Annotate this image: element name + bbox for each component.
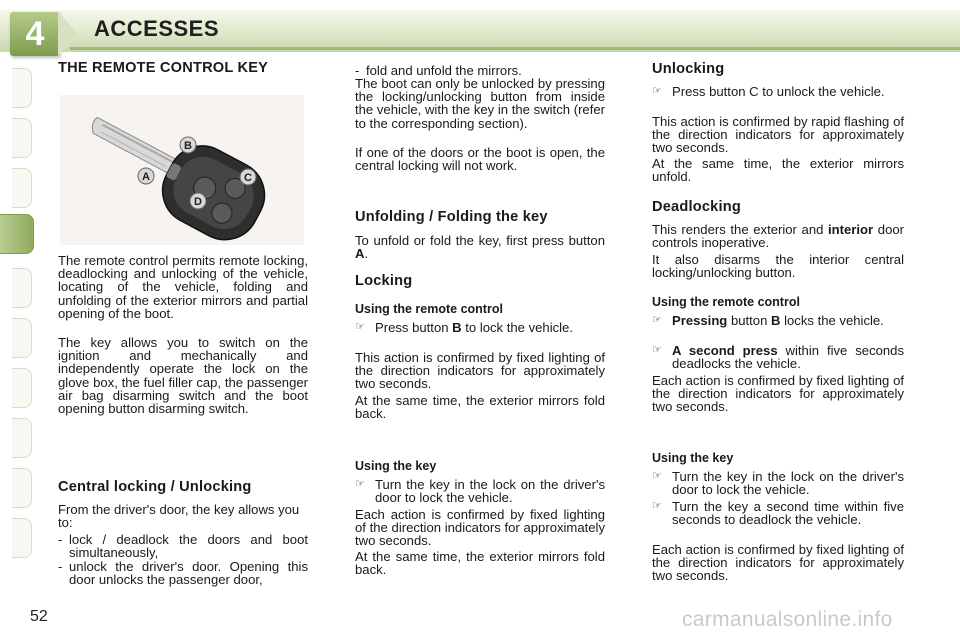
side-tab-8[interactable]	[12, 418, 32, 458]
deadlocking-disarm: It also disarms the interior central locking/unlocking button.	[652, 252, 904, 281]
figure-label-a: A	[142, 171, 150, 183]
side-tab-4-active[interactable]	[0, 214, 34, 254]
locking-mirrors-text: At the same time, the exterior mirrors fold back.	[355, 393, 605, 422]
figure-label-d: D	[194, 196, 202, 208]
locking-key-confirm: Each action is confirmed by fixed lighting of the direction indicators for approximately two seconds.	[355, 507, 605, 549]
chapter-number-tab	[10, 12, 60, 56]
central-locking-item-3: - fold and unfold the mirrors.	[355, 63, 522, 78]
pointing-finger-icon: ☞	[355, 478, 365, 490]
pointing-finger-icon: ☞	[652, 314, 662, 326]
dash-mark: -	[355, 63, 360, 78]
central-locking-title: Central locking / Unlocking	[58, 479, 252, 495]
locking-confirm-text: This action is confirmed by fixed lighting of the direction indicators for approximately two seconds.	[355, 350, 605, 392]
dash-mark: -	[58, 559, 63, 574]
deadlocking-key-confirm: Each action is confirmed by fixed lighting of the direction indicators for approximately two seconds.	[652, 542, 904, 584]
pointing-finger-icon: ☞	[355, 321, 365, 333]
chapter-side-tabs	[0, 62, 34, 582]
door-open-note: If one of the doors or the boot is open, the central locking will not work.	[355, 145, 605, 174]
deadlocking-title: Deadlocking	[652, 199, 741, 215]
locking-remote-subtitle: Using the remote control	[355, 302, 503, 316]
locking-key-step: ☞ Turn the key in the lock on the driver's door to lock the vehicle.	[355, 477, 605, 506]
locking-key-subtitle: Using the key	[355, 459, 437, 473]
side-tab-3[interactable]	[12, 168, 32, 208]
central-locking-item-1: - lock / deadlock the doors and boot simultaneously,	[58, 532, 308, 561]
unfolding-text: To unfold or fold the key, first press button A.	[355, 233, 605, 262]
pointing-finger-icon: ☞	[652, 470, 662, 482]
remote-key-title: THE REMOTE CONTROL KEY	[58, 60, 269, 76]
locking-key-mirrors: At the same time, the exterior mirrors fold back.	[355, 549, 605, 578]
unlocking-mirrors: At the same time, the exterior mirrors unfold.	[652, 156, 904, 185]
dash-mark: -	[58, 532, 63, 547]
chapter-title: ACCESSES	[94, 16, 220, 41]
deadlocking-remote-step-2: ☞ A second press within five seconds deadlocks the vehicle.	[652, 343, 905, 372]
pointing-finger-icon: ☞	[652, 85, 662, 97]
central-locking-intro: From the driver's door, the key allows you to:	[58, 502, 300, 531]
locking-remote-step: ☞ Press button B to lock the vehicle.	[355, 320, 573, 335]
pointing-finger-icon: ☞	[652, 344, 662, 356]
header-rule	[70, 47, 960, 50]
boot-unlock-note: The boot can only be unlocked by pressing the locking/unlocking button from inside the vehicle, with the key in the switch (refer to the corresponding section).	[355, 76, 605, 131]
deadlocking-remote-step-1: ☞ Pressing button B locks the vehicle.	[652, 313, 884, 328]
chapter-tab-arrow	[58, 12, 78, 56]
unfolding-title: Unfolding / Folding the key	[355, 209, 548, 225]
side-tab-9[interactable]	[12, 468, 32, 508]
locking-title: Locking	[355, 273, 413, 289]
unlocking-title: Unlocking	[652, 61, 725, 77]
side-tab-2[interactable]	[12, 118, 32, 158]
side-tab-6[interactable]	[12, 318, 32, 358]
side-tab-10[interactable]	[12, 518, 32, 558]
remote-key-drawing	[60, 95, 304, 245]
chapter-number: 4	[25, 15, 45, 53]
page-number: 52	[30, 608, 48, 625]
deadlocking-key-step-2: ☞ Turn the key a second time within five seconds to deadlock the vehicle.	[652, 499, 904, 528]
deadlocking-desc: This renders the exterior and interior door controls inoperative.	[652, 222, 904, 251]
watermark: carmanualsonline.info	[682, 608, 893, 631]
remote-key-functions: The key allows you to switch on the ignition and mechanically and independently operate the lock on the glove box, the fuel filler cap, the passenger air bag disarming switch and the boot opening button disarming switch.	[58, 335, 308, 417]
deadlocking-remote-subtitle: Using the remote control	[652, 295, 800, 309]
figure-label-b: B	[184, 140, 192, 152]
remote-key-intro: The remote control permits remote locking, deadlocking and unlocking of the vehicle, locating of the vehicle, folding and unfolding of the exterior mirrors and partial opening of the boot.	[58, 253, 308, 321]
chapter-header	[0, 0, 960, 60]
pointing-finger-icon: ☞	[652, 500, 662, 512]
figure-label-c: C	[244, 172, 252, 184]
deadlocking-key-subtitle: Using the key	[652, 451, 734, 465]
remote-key-illustration	[60, 95, 304, 245]
unlocking-step: ☞ Press button C to unlock the vehicle.	[652, 84, 885, 99]
side-tab-7[interactable]	[12, 368, 32, 408]
side-tab-5[interactable]	[12, 268, 32, 308]
deadlocking-confirm: Each action is confirmed by fixed lighting of the direction indicators for approximately two seconds.	[652, 373, 904, 415]
unlocking-confirm: This action is confirmed by rapid flashing of the direction indicators for approximately two seconds.	[652, 114, 904, 156]
central-locking-item-2: - unlock the driver's door. Opening this door unlocks the passenger door,	[58, 559, 308, 588]
side-tab-1[interactable]	[12, 68, 32, 108]
deadlocking-key-step-1: ☞ Turn the key in the lock on the driver's door to lock the vehicle.	[652, 469, 904, 498]
